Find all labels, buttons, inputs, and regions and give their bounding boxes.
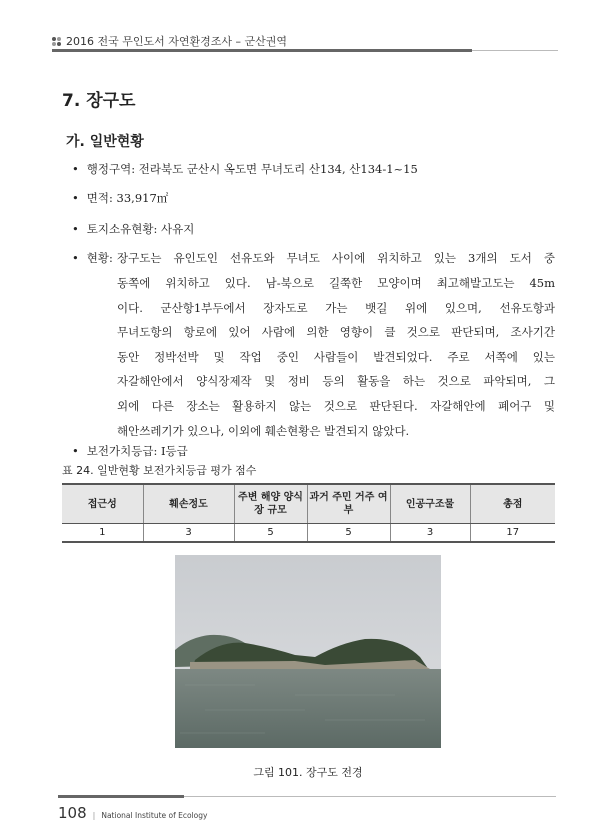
status-line: 이다. 군산항1부두에서 장자도로 가는 뱃길 위에 있으며, 선유도항과: [117, 301, 555, 315]
header-cell: 훼손정도: [143, 484, 234, 524]
header-cell: 주변 해양 양식장 규모: [234, 484, 307, 524]
status-line: 외에 다른 장소는 활용하지 않는 것으로 판단된다. 자갈해안에 폐어구 및: [117, 399, 555, 413]
cell: 1: [62, 524, 143, 543]
status-line: 동안 정박선박 및 작업 중인 사람들이 발견되었다. 주로 서쪽에 있는: [117, 350, 555, 364]
header-cell: 총점: [470, 484, 555, 524]
table-header-row: [62, 484, 555, 524]
status-line: 자갈해안에서 양식장제작 및 정비 등의 활동을 하는 것으로 파악되며, 그: [117, 374, 555, 388]
section-title: 7. 장구도: [62, 91, 136, 111]
cell: 3: [390, 524, 470, 543]
header-cell: 접근성: [62, 484, 143, 524]
land-item: • 토지소유현황: 사유지: [72, 221, 194, 237]
status-line: 동쪽에 위치하고 있다. 남-북으로 길쭉한 모양이며 최고해발고도는 45m: [117, 276, 555, 290]
header-rule-light: [472, 50, 558, 51]
status-line: 해안쓰레기가 있으나, 이외에 훼손현황은 발견되지 않았다.: [117, 424, 410, 438]
footer-rule: [58, 795, 184, 798]
island-photo: [175, 555, 441, 748]
footer-separator: |: [92, 811, 96, 820]
header-cell: 과거 주민 거주 여부: [307, 484, 390, 524]
table-row: [62, 524, 555, 543]
status-line: 무녀도항의 항로에 있어 사람에 의한 영향이 클 것으로 판단되며, 조사기간: [117, 325, 555, 339]
cell: 5: [307, 524, 390, 543]
status-line: 장구도는 유인도인 선유도와 무녀도 사이에 위치하고 있는 3개의 도서 중: [117, 251, 555, 265]
running-header: [52, 33, 287, 49]
admin-item: • 행정구역: 전라북도 군산시 옥도면 무녀도리 산134, 산134-1~15: [72, 161, 418, 177]
score-table: [62, 483, 555, 543]
cell: 17: [470, 524, 555, 543]
page-number: 108: [58, 804, 87, 822]
table-caption: 표 24. 일반현황 보전가치등급 평가 점수: [62, 464, 257, 477]
subsection-title: 가. 일반현황: [66, 134, 144, 150]
header-cell: 인공구조물: [390, 484, 470, 524]
grade-item: • 보전가치등급: Ⅰ등급: [72, 443, 188, 459]
header-title: 2016 전국 무인도서 자연환경조사 – 군산권역: [66, 35, 287, 48]
status-label: • 현황:: [72, 250, 113, 266]
area-item: • 면적: 33,917㎡: [72, 190, 168, 206]
header-rule: [52, 49, 472, 52]
footer-org: National Institute of Ecology: [101, 811, 208, 820]
footer-rule-light: [184, 796, 556, 797]
cell: 3: [143, 524, 234, 543]
footer: [58, 804, 207, 822]
header-dots-icon: [52, 37, 61, 46]
cell: 5: [234, 524, 307, 543]
figure-caption: 그림 101. 장구도 전경: [253, 766, 363, 779]
